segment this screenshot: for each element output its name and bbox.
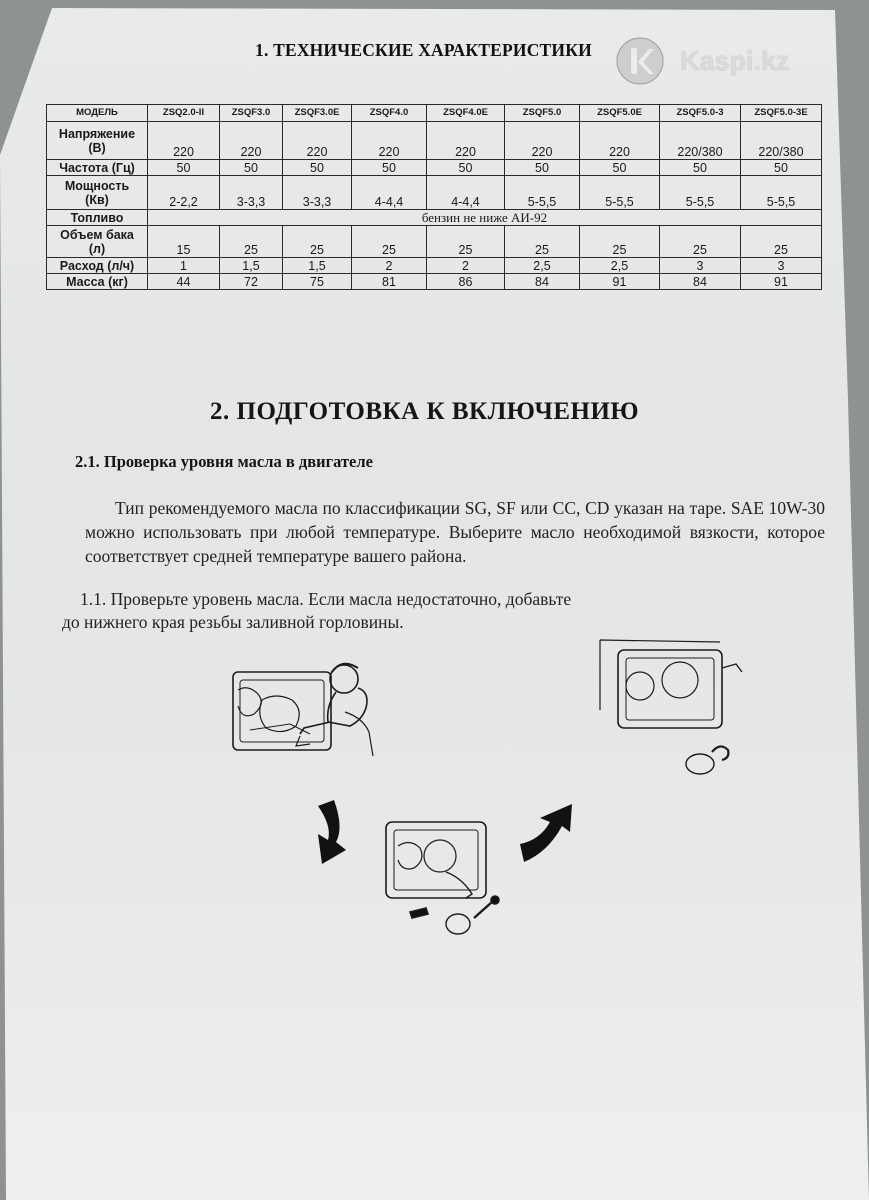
table-cell: 84 [505, 274, 580, 290]
table-cell: 25 [741, 226, 822, 258]
table-cell: 220 [427, 122, 505, 160]
row-label-line: Частота (Гц) [59, 160, 135, 175]
table-cell: 86 [427, 274, 505, 290]
table-cell: 50 [148, 160, 220, 176]
row-label-line: (л) [88, 241, 106, 256]
table-cell: 220 [505, 122, 580, 160]
header-model-2: ZSQF3.0 [220, 105, 283, 122]
generator-check-icon [600, 640, 742, 774]
header-model-1: ZSQ2.0-II [148, 105, 220, 122]
table-cell: 91 [741, 274, 822, 290]
watermark-text: Kaspi.kz [680, 45, 790, 76]
table-cell: 4-4,4 [352, 176, 427, 210]
row-label-line: Расход (л/ч) [59, 258, 135, 273]
oil-paragraph-text: Тип рекомендуемого масла по классификации SG, SF или CC, CD указан на таре. SAE 10W-30 можно использовать при любой температуре. Выберите масло необходимой вязкости, которое соответствует средней температуре вашего района. [85, 498, 825, 566]
generator-person-icon [233, 664, 373, 756]
arrow-down-icon [318, 800, 346, 864]
row-label-line: (В) [88, 140, 106, 155]
table-cell: 44 [148, 274, 220, 290]
generator-dipstick-icon [386, 822, 499, 934]
row-label-line: Напряжение [58, 126, 136, 141]
table-cell: 4-4,4 [427, 176, 505, 210]
table-cell: 3-3,3 [220, 176, 283, 210]
row-label-line: Мощность [64, 178, 130, 193]
table-cell: 220/380 [741, 122, 822, 160]
table-cell: 2 [427, 258, 505, 274]
table-cell: 50 [283, 160, 352, 176]
step-1-1-line1: 1.1. Проверьте уровень масла. Если масла недостаточно, добавьте [80, 589, 572, 609]
arrow-up-icon [520, 804, 572, 862]
table-cell: 75 [283, 274, 352, 290]
header-model-4: ZSQF4.0 [352, 105, 427, 122]
table-cell: 3-3,3 [283, 176, 352, 210]
fuel-value: бензин не ниже АИ-92 [148, 210, 822, 226]
table-cell: 84 [660, 274, 741, 290]
table-cell: 25 [220, 226, 283, 258]
table-cell: 3 [741, 258, 822, 274]
table-cell: 25 [283, 226, 352, 258]
header-model-3: ZSQF3.0E [283, 105, 352, 122]
table-cell: 81 [352, 274, 427, 290]
section2-title: 2. ПОДГОТОВКА К ВКЛЮЧЕНИЮ [210, 398, 640, 425]
table-cell: 220 [580, 122, 660, 160]
row-label-line: Масса (кг) [66, 274, 128, 289]
table-cell: 220 [352, 122, 427, 160]
header-model-8: ZSQF5.0-3 [660, 105, 741, 122]
table-cell: 25 [352, 226, 427, 258]
table-cell: 5-5,5 [505, 176, 580, 210]
table-cell: 25 [580, 226, 660, 258]
row-label-line: (Кв) [85, 192, 109, 207]
table-cell: 50 [580, 160, 660, 176]
table-cell: 220/380 [660, 122, 741, 160]
table-cell: 1,5 [220, 258, 283, 274]
table-cell: 50 [505, 160, 580, 176]
table-cell: 25 [427, 226, 505, 258]
table-cell: 2,5 [580, 258, 660, 274]
table-cell: 50 [427, 160, 505, 176]
table-cell: 25 [505, 226, 580, 258]
table-cell: 220 [220, 122, 283, 160]
header-model-5: ZSQF4.0E [427, 105, 505, 122]
table-cell: 2,5 [505, 258, 580, 274]
header-model-6: ZSQF5.0 [505, 105, 580, 122]
section1-title: 1. ТЕХНИЧЕСКИЕ ХАРАКТЕРИСТИКИ [255, 40, 592, 60]
table-cell: 3 [660, 258, 741, 274]
header-model-9: ZSQF5.0-3E [741, 105, 822, 122]
table-cell: 50 [741, 160, 822, 176]
table-cell: 5-5,5 [580, 176, 660, 210]
row-label-line: Объем бака [60, 227, 134, 242]
section2-subtitle: 2.1. Проверка уровня масла в двигателе [75, 452, 373, 471]
table-cell: 91 [580, 274, 660, 290]
table-cell: 2 [352, 258, 427, 274]
table-cell: 5-5,5 [741, 176, 822, 210]
table-cell: 15 [148, 226, 220, 258]
table-cell: 1 [148, 258, 220, 274]
table-cell: 50 [352, 160, 427, 176]
table-cell: 72 [220, 274, 283, 290]
step-1-1-line2: до нижнего края резьбы заливной горловины. [62, 612, 404, 632]
header-model: МОДЕЛЬ [47, 105, 148, 122]
table-cell: 1,5 [283, 258, 352, 274]
table-cell: 2-2,2 [148, 176, 220, 210]
table-cell: 25 [660, 226, 741, 258]
table-cell: 5-5,5 [660, 176, 741, 210]
table-cell: 50 [220, 160, 283, 176]
row-label-line: Топливо [70, 210, 124, 225]
table-cell: 220 [148, 122, 220, 160]
header-model-7: ZSQF5.0E [580, 105, 660, 122]
table-cell: 220 [283, 122, 352, 160]
table-cell: 50 [660, 160, 741, 176]
